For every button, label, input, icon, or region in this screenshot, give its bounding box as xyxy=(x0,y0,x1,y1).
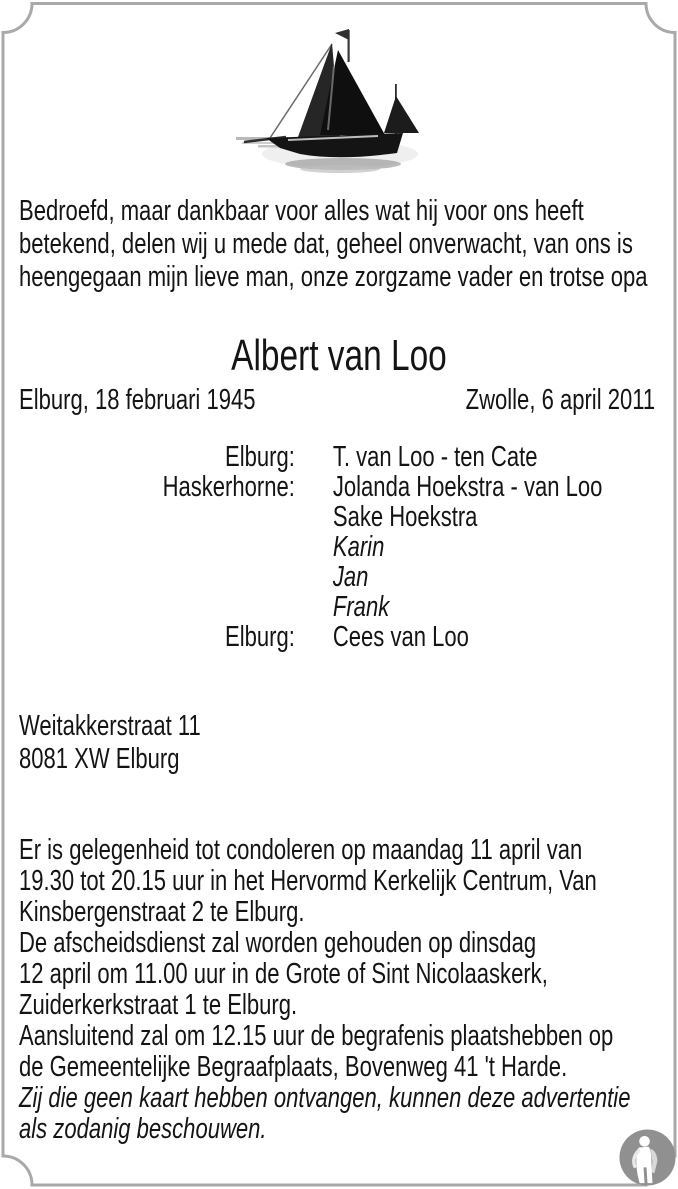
family-name: Karin xyxy=(332,531,385,563)
address-line: Weitakkerstraat 11 xyxy=(19,710,201,742)
place-label: Elburg: xyxy=(225,621,295,653)
address-block xyxy=(19,710,201,776)
detail-line: Aansluitend zal om 12.15 uur de begrafenis plaatshebben op xyxy=(19,1020,614,1052)
detail-line: de Gemeentelijke Begraafplaats, Bovenweg 41 't Harde. xyxy=(19,1051,568,1083)
family-row xyxy=(0,472,678,502)
intro-line: betekend, delen wij u mede dat, geheel onverwacht, van ons is xyxy=(19,228,633,260)
deceased-name: Albert van Loo xyxy=(231,331,447,380)
funeral-details xyxy=(19,835,630,1145)
family-name: Frank xyxy=(332,591,390,623)
detail-line: Zuiderkerkstraat 1 te Elburg. xyxy=(19,989,298,1021)
family-row xyxy=(0,622,678,652)
note-line: als zodanig beschouwen. xyxy=(19,1113,267,1145)
place-label xyxy=(0,502,295,532)
place-label xyxy=(0,592,295,622)
place-label xyxy=(0,532,295,562)
family-row xyxy=(0,502,678,532)
memorial-logo-icon xyxy=(618,1128,677,1187)
detail-line: 19.30 tot 20.15 uur in het Hervormd Kerkelijk Centrum, Van xyxy=(19,865,597,897)
place-label xyxy=(0,562,295,592)
detail-line: De afscheidsdienst zal worden gehouden op dinsdag xyxy=(19,927,537,959)
family-row xyxy=(0,532,678,562)
detail-line: Er is gelegenheid tot condoleren op maandag 11 april van xyxy=(19,834,583,866)
dates-row xyxy=(0,384,678,417)
family-name: Jolanda Hoekstra - van Loo xyxy=(332,471,603,503)
family-row xyxy=(0,442,678,472)
place-label: Elburg: xyxy=(225,441,295,473)
family-list xyxy=(0,442,678,652)
detail-line: 12 april om 11.00 uur in de Grote of Sint Nicolaaskerk, xyxy=(19,958,548,990)
family-name: Sake Hoekstra xyxy=(332,501,478,533)
death-place-date: Zwolle, 6 april 2011 xyxy=(465,384,656,416)
intro-paragraph xyxy=(19,195,648,294)
intro-line: Bedroefd, maar dankbaar voor alles wat hij voor ons heeft xyxy=(19,195,584,227)
family-name: Cees van Loo xyxy=(332,621,469,653)
detail-line: Kinsbergenstraat 2 te Elburg. xyxy=(19,896,305,928)
family-row xyxy=(0,592,678,622)
family-name: T. van Loo - ten Cate xyxy=(332,441,538,473)
family-row xyxy=(0,562,678,592)
place-label: Haskerhorne: xyxy=(162,471,295,503)
intro-line: heengegaan mijn lieve man, onze zorgzame vader en trotse opa xyxy=(19,261,648,293)
birth-place-date: Elburg, 18 februari 1945 xyxy=(19,384,256,416)
address-line: 8081 XW Elburg xyxy=(19,743,180,775)
family-name: Jan xyxy=(332,561,369,593)
note-line: Zij die geen kaart hebben ontvangen, kunnen deze advertentie xyxy=(19,1082,631,1114)
